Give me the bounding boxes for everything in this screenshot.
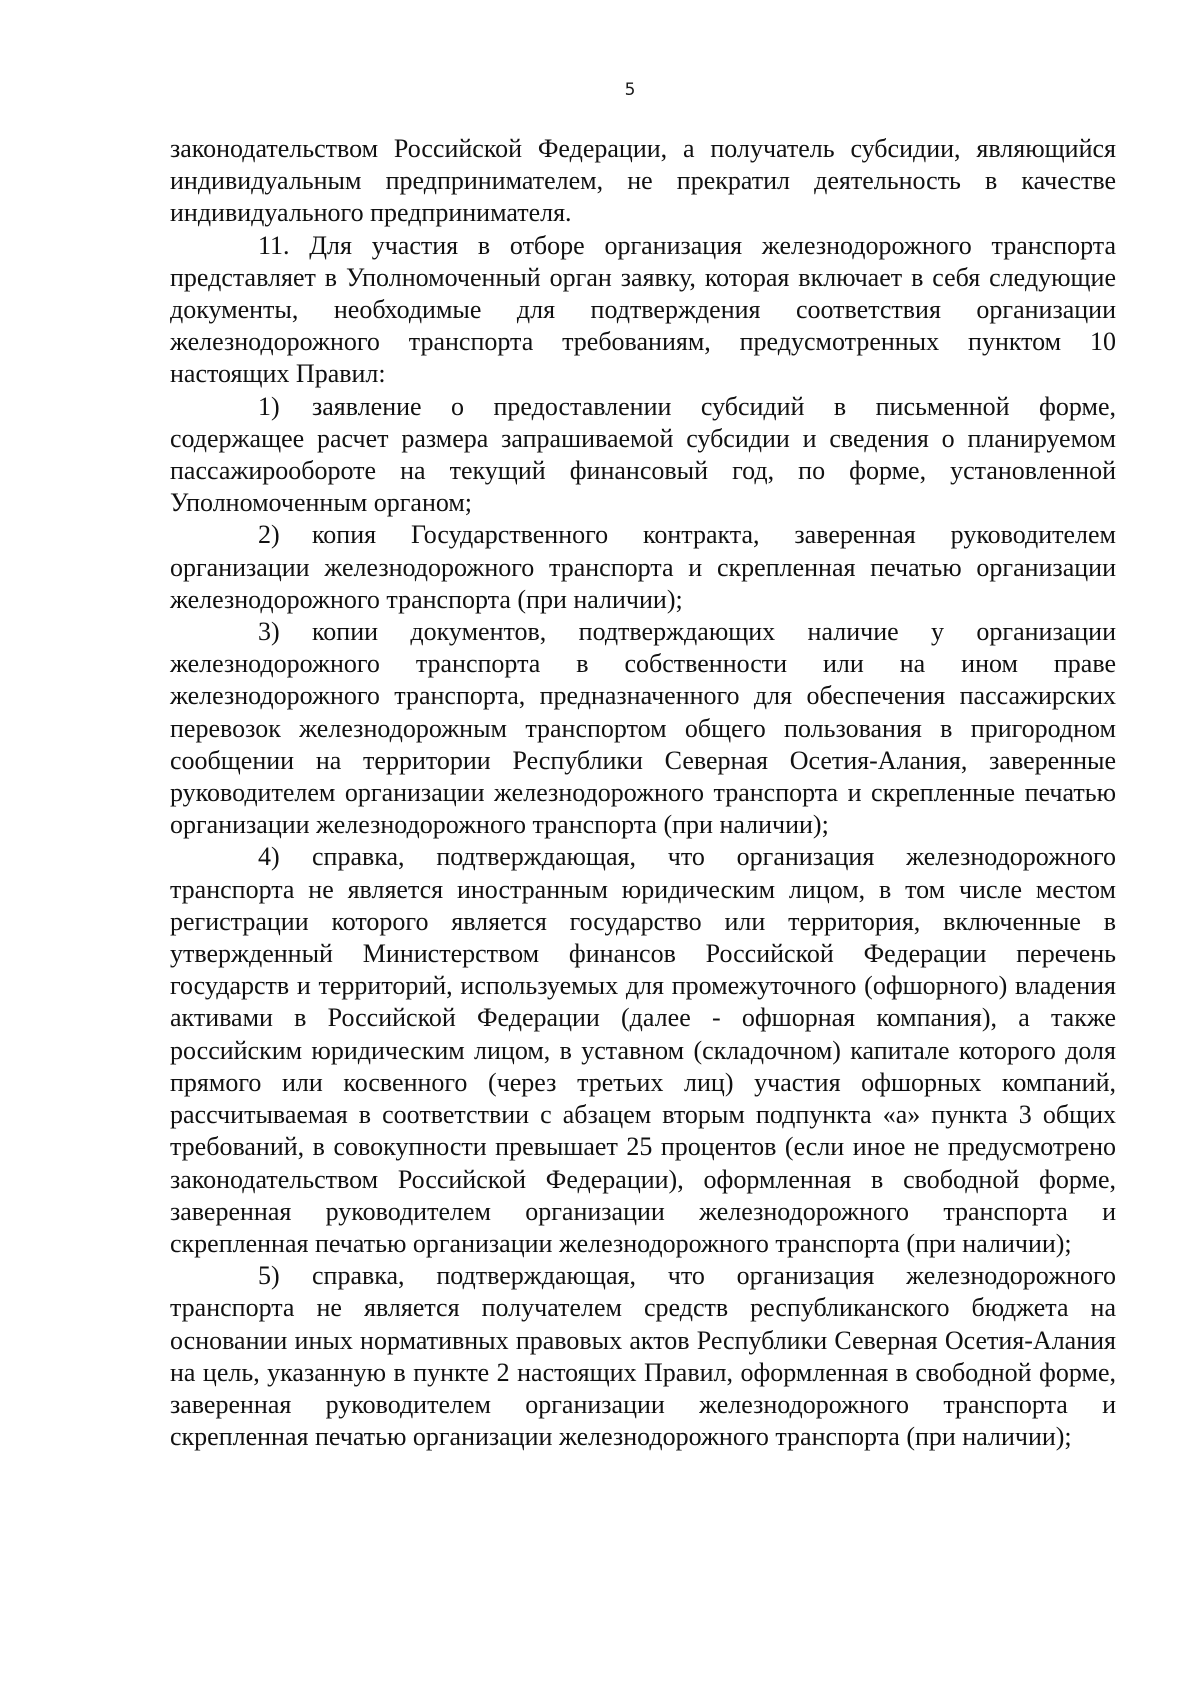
list-item-number: 5) — [258, 1261, 280, 1291]
list-item-number: 1) — [258, 391, 280, 421]
list-item-2 — [170, 519, 1116, 616]
list-item-text: справка, подтверждающая, что организация железнодорожного транспорта не является получателем средств республиканского бюджета на основании иных нормативных правовых актов Республики Северная Осетия-Алания на цель, указанную в пункте 2 настоящих Правил, оформленная в свободной форме, заверенная руководителем организации железнодорожного транспорта и скрепленная печатью организации железнодорожного транспорта (при наличии); — [170, 1261, 1116, 1452]
page-number: 5 — [624, 80, 636, 100]
list-item-number: 2) — [258, 520, 280, 550]
list-item-5 — [170, 1260, 1116, 1453]
list-item-number: 3) — [258, 617, 280, 647]
list-item-3 — [170, 616, 1116, 841]
paragraph-clause-11: 11. Для участия в отборе организация железнодорожного транспорта представляет в Уполномоченный орган заявку, которая включает в себя следующие документы, необходимые для подтверждения соответствия организации железнодорожного транспорта требованиям, предусмотренных пунктом 10 настоящих Правил: — [170, 230, 1116, 389]
list-item-text: копии документов, подтверждающих наличие у организации железнодорожного транспорта в собственности или на ином праве железнодорожного транспорта, предназначенного для обеспечения пассажирских перевозок железнодорожным транспортом общего пользования в пригородном сообщении на территории Республики Северная Осетия-Алания, заверенные руководителем организации железнодорожного транспорта и скрепленные печатью организации железнодорожного транспорта (при наличии); — [170, 617, 1116, 840]
paragraph-continuation: законодательством Российской Федерации, а получатель субсидии, являющийся индивидуальным предпринимателем, не прекратил деятельность в качестве индивидуального предпринимателя. — [170, 134, 1116, 228]
list-item-4 — [170, 841, 1116, 1260]
list-item-1 — [170, 391, 1116, 520]
list-item-text: копия Государственного контракта, заверенная руководителем организации железнодорожного транспорта и скрепленная печатью организации железнодорожного транспорта (при наличии); — [170, 520, 1116, 614]
list-item-text: заявление о предоставлении субсидий в письменной форме, содержащее расчет размера запрашиваемой субсидии и сведения о планируемом пассажирообороте на текущий финансовый год, по форме, установленной Уполномоченным органом; — [170, 391, 1116, 518]
document-body — [170, 133, 1116, 1453]
list-item-number: 4) — [258, 842, 280, 872]
list-item-text: справка, подтверждающая, что организация железнодорожного транспорта не является иностранным юридическим лицом, в том числе местом регистрации которого является государство или территория, включенные в утвержденный Министерством финансов Российской Федерации перечень государств и территорий, используемых для промежуточного (офшорного) владения активами в Российской Федерации (далее - офшорная компания), а также российским юридическим лицом, в уставном (складочном) капитале которого доля прямого или косвенного (через третьих лиц) участия офшорных компаний, рассчитываемая в соответствии с абзацем вторым подпункта «а» пункта 3 общих требований, в совокупности превышает 25 процентов (если иное не предусмотрено законодательством Российской Федерации), оформленная в свободной форме, заверенная руководителем организации железнодорожного транспорта и скрепленная печатью организации железнодорожного транспорта (при наличии); — [170, 842, 1116, 1258]
